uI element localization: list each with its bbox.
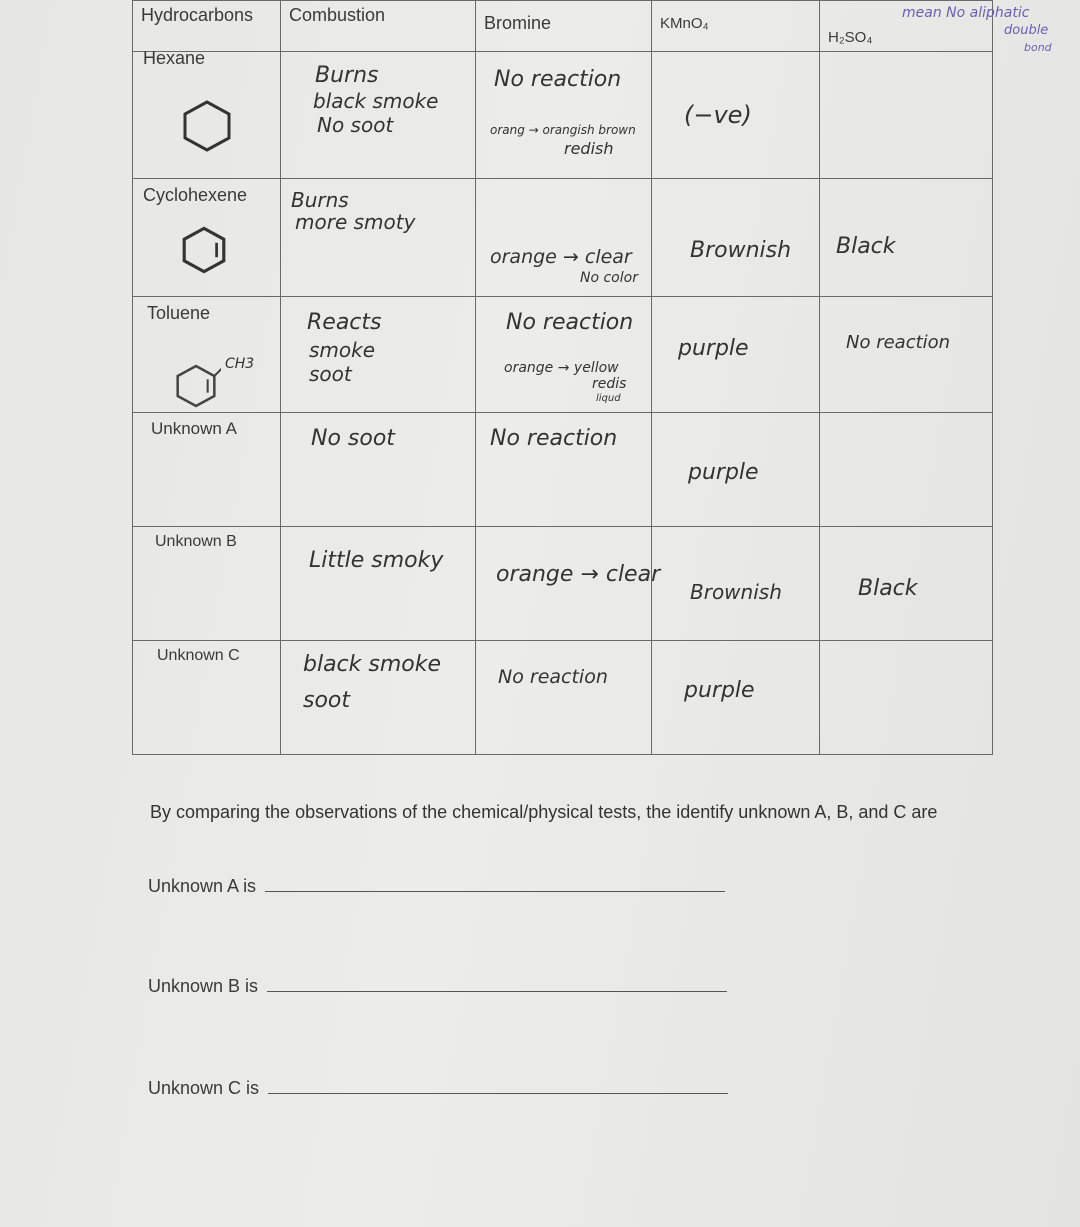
hand-text: No reaction <box>506 310 634 335</box>
margin-note: mean No aliphatic <box>902 5 1030 21</box>
bromine-cell <box>476 52 652 179</box>
hydrocarbon-name: Unknown C <box>157 647 240 664</box>
hand-text: No reaction <box>494 67 622 92</box>
hand-text: Black <box>836 234 896 259</box>
hand-text: smoke <box>309 338 376 362</box>
hand-text: purple <box>684 678 755 703</box>
combustion-cell <box>281 52 476 179</box>
bromine-cell <box>476 413 652 527</box>
bromine-cell <box>476 179 652 297</box>
hand-text: purple <box>678 336 749 361</box>
header-hydrocarbons: Hydrocarbons <box>133 1 281 52</box>
hydrocarbon-cell <box>133 527 281 641</box>
hydrocarbon-cell <box>133 297 281 413</box>
header-bromine: Bromine <box>476 1 652 52</box>
hand-text: redish <box>564 139 614 158</box>
hand-text: orang → orangish brown <box>490 123 636 137</box>
hand-text: Burns <box>291 188 349 212</box>
answer-c-label: Unknown C is <box>148 1078 260 1098</box>
hand-text: more smoty <box>295 210 416 234</box>
kmno4-cell <box>652 641 820 755</box>
answer-b-blank[interactable] <box>267 991 727 992</box>
h2so4-cell <box>820 527 993 641</box>
hand-text: No reaction <box>498 666 608 688</box>
kmno4-cell <box>652 527 820 641</box>
hydrocarbon-name: Hexane <box>143 48 206 68</box>
table-row <box>133 297 993 413</box>
hydrocarbon-name: Unknown B <box>155 533 237 550</box>
table-row <box>133 52 993 179</box>
hydrocarbon-cell <box>133 641 281 755</box>
header-combustion: Combustion <box>281 1 476 52</box>
kmno4-cell <box>652 297 820 413</box>
margin-note: bond <box>1024 41 1052 54</box>
answer-b-label: Unknown B is <box>148 976 259 996</box>
hand-text: purple <box>688 460 759 485</box>
observations-table <box>132 0 993 755</box>
hand-text: Burns <box>315 63 379 88</box>
hand-text: No soot <box>317 113 394 137</box>
table-row <box>133 527 993 641</box>
hand-text: Brownish <box>690 238 792 263</box>
hydrocarbon-name: Toluene <box>147 303 211 323</box>
hand-text: Brownish <box>690 580 782 604</box>
answer-c-blank[interactable] <box>268 1093 728 1094</box>
margin-note: double <box>1004 23 1049 38</box>
hydrocarbon-cell <box>133 179 281 297</box>
hydrocarbon-name: Cyclohexene <box>143 185 248 205</box>
h2so4-cell <box>820 179 993 297</box>
hydrocarbon-name: Unknown A <box>151 419 237 438</box>
table-row <box>133 641 993 755</box>
hand-text: No soot <box>311 426 395 451</box>
combustion-cell <box>281 413 476 527</box>
hexane-ring-structure <box>177 96 237 156</box>
answer-a-label: Unknown A is <box>148 876 257 896</box>
answer-a-blank[interactable] <box>265 891 725 892</box>
kmno4-cell <box>652 52 820 179</box>
combustion-cell <box>281 297 476 413</box>
combustion-cell <box>281 641 476 755</box>
h2so4-cell <box>820 413 993 527</box>
question-text: By comparing the observations of the chemical/physical tests, the identify unknown A, B, and C are <box>150 802 938 822</box>
h2so4-cell <box>820 297 993 413</box>
combustion-cell <box>281 527 476 641</box>
kmno4-cell <box>652 179 820 297</box>
hand-text: liqud <box>596 393 621 404</box>
hand-text: (−ve) <box>684 101 752 129</box>
hydrocarbon-cell <box>133 48 281 179</box>
table-row <box>133 179 993 297</box>
answer-c <box>148 1078 728 1099</box>
h2so4-cell <box>820 52 993 179</box>
combustion-cell <box>281 179 476 297</box>
cyclohexene-ring-structure <box>177 223 231 277</box>
hand-text: orange → clear <box>496 562 661 587</box>
hand-text: soot <box>309 362 352 386</box>
hand-text: Black <box>858 576 918 601</box>
hand-text: soot <box>303 688 351 713</box>
toluene-ring-structure <box>171 361 221 411</box>
header-kmno4: KMnO₄ <box>652 1 820 52</box>
hand-text: redis <box>592 376 627 392</box>
methyl-label: CH3 <box>225 356 255 372</box>
table-row <box>133 413 993 527</box>
hand-text: No reaction <box>490 426 618 451</box>
answer-b <box>148 976 727 997</box>
hand-text: black smoke <box>313 89 439 113</box>
bromine-cell <box>476 527 661 641</box>
hand-text: orange → yellow <box>504 360 619 376</box>
hand-text: No color <box>580 270 638 286</box>
h2so4-cell <box>820 641 993 755</box>
hand-text: Reacts <box>307 310 382 335</box>
hand-text: orange → clear <box>490 246 632 268</box>
hand-text: black smoke <box>303 652 442 677</box>
header-h2so4: H₂SO₄ <box>820 1 993 52</box>
bromine-cell <box>476 641 652 755</box>
hand-text: Little smoky <box>309 548 444 573</box>
hydrocarbon-cell <box>133 413 281 527</box>
hand-text: No reaction <box>846 332 951 353</box>
bromine-cell <box>476 297 652 413</box>
answer-a <box>148 876 725 897</box>
kmno4-cell <box>652 413 820 527</box>
